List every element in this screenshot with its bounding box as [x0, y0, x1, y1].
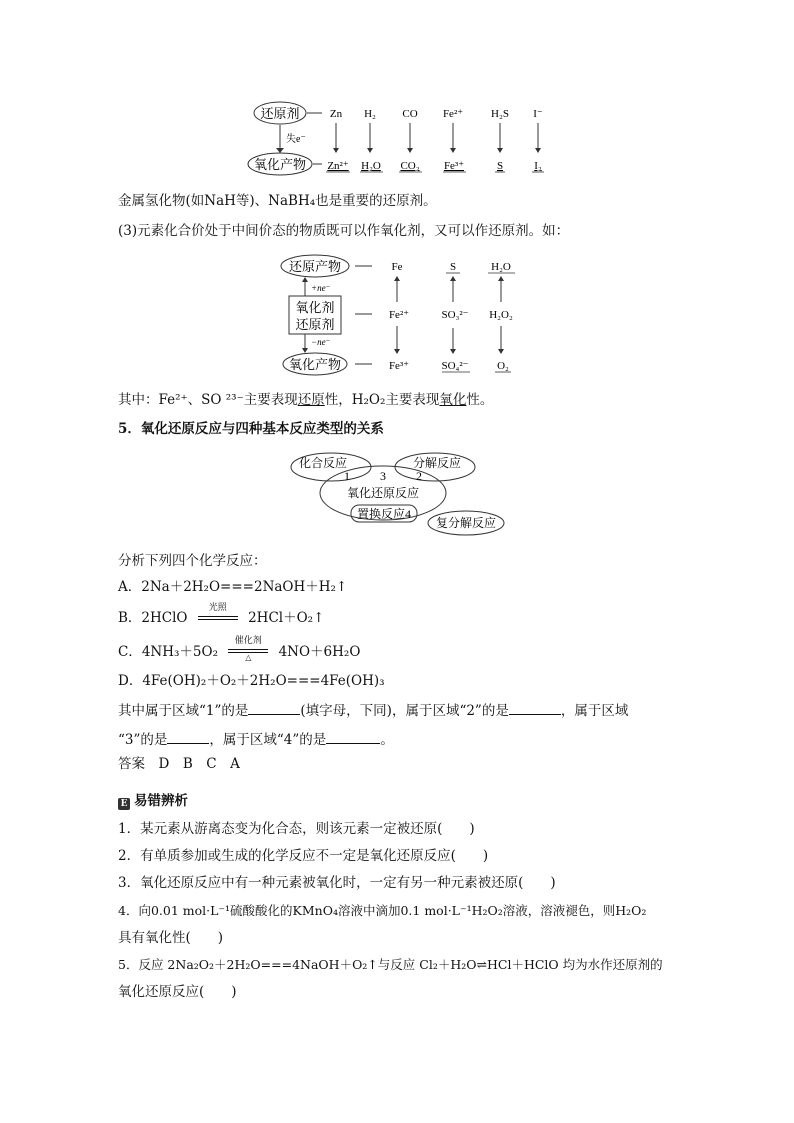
svg-text:H₂S: H₂S: [491, 108, 509, 120]
answer-blank-3[interactable]: [167, 729, 209, 744]
section-icon: E: [118, 798, 130, 810]
analyze-prompt: 分析下列四个化学反应：: [118, 553, 267, 569]
svg-text:化合反应: 化合反应: [298, 456, 348, 470]
svg-text:CO₂: CO₂: [400, 160, 420, 172]
svg-text:分解反应: 分解反应: [412, 456, 462, 470]
svg-text:I₂: I₂: [534, 160, 542, 172]
question-line-1: 其中属于区域“1”的是 (填字母，下同)，属于区域“2”的是 ，属于区域: [118, 700, 628, 720]
reductant-label: 还原剂: [260, 106, 300, 121]
error-analysis-heading: E 易错辨析: [118, 792, 188, 810]
section-5-heading: 5．氧化还原反应与四种基本反应类型的关系: [118, 421, 384, 437]
answer-blank-1[interactable]: [248, 700, 300, 715]
svg-text:Zn: Zn: [329, 108, 343, 120]
error-item-3: 3．氧化还原反应中有一种元素被氧化时，一定有另一种元素被还原( ): [118, 875, 556, 891]
error-item-5-cont: 氧化还原反应( ): [118, 984, 237, 1000]
error-item-2: 2．有单质参加或生成的化学反应不一定是氧化还原反应( ): [118, 848, 489, 864]
error-item-5: 5．反应 2Na₂O₂＋2H₂O===4NaOH＋O₂↑与反应 Cl₂＋H₂O⇌HCl＋HClO 均为水作还原剂的: [118, 957, 663, 972]
answer-line: 答案 D B C A: [118, 756, 240, 772]
oxidation-product-label-2: 氧化产物: [288, 357, 342, 372]
summary-line: 其中：Fe²⁺、SO ²³⁻主要表现还原性，H₂O₂主要表现氧化性。: [118, 392, 494, 408]
svg-text:Fe²⁺: Fe²⁺: [388, 309, 410, 321]
hydride-note: 金属氢化物(如NaH等)、NaBH₄也是重要的还原剂。: [118, 193, 437, 209]
option-d: D．4Fe(OH)₂＋O₂＋2H₂O===4Fe(OH)₃: [118, 673, 385, 689]
svg-text:置换反应4: 置换反应4: [356, 507, 412, 521]
reductant-label-2: 还原剂: [295, 317, 335, 332]
svg-text:H₂: H₂: [364, 108, 376, 120]
error-item-4: 4．向0.01 mol·L⁻¹硫酸酸化的KMnO₄溶液中滴加0.1 mol·L⁻¹H₂O₂溶液，溶液褪色，则H₂O₂: [118, 903, 647, 918]
svg-text:H₂O: H₂O: [361, 160, 381, 172]
svg-text:H₂O: H₂O: [491, 261, 511, 273]
option-b: B．2HClO 光照 2HCl＋O₂↑: [118, 602, 325, 626]
svg-text:2: 2: [416, 469, 422, 483]
svg-text:S: S: [496, 160, 504, 172]
reduction-product-label: 还原产物: [288, 259, 342, 274]
svg-text:Fe²⁺: Fe²⁺: [442, 108, 464, 120]
svg-text:Fe: Fe: [391, 261, 403, 273]
oxidation-product-label: 氧化产物: [253, 157, 307, 172]
oxidant-label: 氧化剂: [295, 300, 335, 315]
svg-text:Fe³⁺: Fe³⁺: [388, 360, 410, 372]
svg-text:Fe³⁺: Fe³⁺: [443, 160, 465, 172]
product-row: [327, 160, 542, 172]
svg-text:CO: CO: [402, 108, 418, 120]
answer-blank-4[interactable]: [326, 729, 380, 744]
svg-text:1: 1: [344, 469, 350, 483]
lose-electron-label: 失e⁻: [286, 134, 306, 145]
answer-blank-2[interactable]: [509, 700, 561, 715]
reductant-diagram: [240, 98, 570, 178]
svg-text:O₂: O₂: [497, 360, 509, 372]
reductant-row: [330, 108, 543, 120]
question-line-2: “3”的是 ，属于区域“4”的是 。: [118, 729, 394, 749]
svg-text:H₂O₂: H₂O₂: [489, 309, 513, 321]
svg-text:S: S: [449, 261, 457, 273]
svg-text:I⁻: I⁻: [533, 108, 543, 120]
error-item-1: 1．某元素从游离态变为化合态，则该元素一定被还原( ): [118, 821, 475, 837]
intermediate-valence-note: (3)元素化合价处于中间价态的物质既可以作氧化剂，又可以作还原剂。如：: [118, 223, 570, 239]
lose-electron-label-2: −ne⁻: [311, 337, 331, 347]
error-item-4-cont: 具有氧化性( ): [118, 930, 224, 946]
svg-text:复分解反应: 复分解反应: [435, 516, 497, 530]
svg-text:SO₃²⁻: SO₃²⁻: [441, 309, 469, 321]
svg-text:氧化还原反应: 氧化还原反应: [346, 486, 420, 500]
option-c: C．4NH₃＋5O₂ 催化剂 △ 4NO＋6H₂O: [118, 635, 361, 662]
svg-text:3: 3: [380, 469, 386, 483]
intermediate-valence-diagram: [275, 252, 545, 377]
reaction-type-venn-diagram: [285, 448, 515, 540]
option-a: A．2Na＋2H₂O===2NaOH＋H₂↑: [118, 579, 348, 595]
gain-electron-label: +ne⁻: [311, 283, 331, 293]
svg-text:SO₄²⁻: SO₄²⁻: [441, 360, 469, 372]
svg-text:Zn²⁺: Zn²⁺: [327, 160, 349, 172]
